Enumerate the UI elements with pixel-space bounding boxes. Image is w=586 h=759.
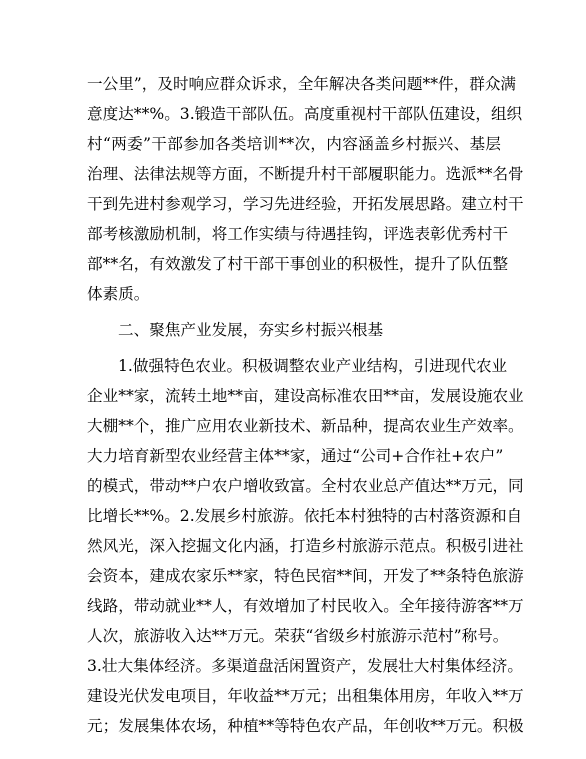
text-line: 的模式，带动**户农户增收致富。全村农业总产值达**万元，同	[87, 477, 524, 495]
text-line: 意度达**%。3.锻造干部队伍。高度重视村干部队伍建设，组织	[87, 105, 523, 123]
document-page	[87, 69, 524, 741]
text-line: 建设光伏发电项目，年收益**万元；出租集体用房，年收入**万	[87, 687, 524, 705]
text-line: 会资本，建成农家乐**家，特色民宿**间，开发了**条特色旅游	[87, 567, 524, 585]
section-heading: 二、聚焦产业发展，夯实乡村振兴根基	[118, 321, 384, 339]
text-line: 部**名，有效激发了村干部干事创业的积极性，提升了队伍整	[87, 255, 509, 273]
text-line: 体素质。	[87, 285, 150, 303]
text-line: 1.做强特色农业。积极调整农业产业结构，引进现代农业	[118, 357, 508, 375]
text-line: 企业**家，流转土地**亩，建设高标准农田**亩，发展设施农业	[87, 387, 524, 405]
text-line: 元；发展集体农场，种植**等特色农产品，年创收**万元。积极	[87, 717, 524, 735]
text-line: 大力培育新型农业经营主体**家，通过“公司+合作社+农户”	[87, 447, 504, 465]
text-line: 线路，带动就业**人，有效增加了村民收入。全年接待游客**万	[87, 597, 524, 615]
paragraph-2	[87, 351, 524, 741]
text-line: 治理、法律法规等方面，不断提升村干部履职能力。选派**名骨	[87, 165, 524, 183]
text-line: 比增长**%。2.发展乡村旅游。依托本村独特的古村落资源和自	[87, 507, 523, 525]
paragraph-1	[87, 69, 524, 309]
text-line: 然风光，深入挖掘文化内涵，打造乡村旅游示范点。积极引进社	[87, 537, 524, 555]
text-line: 一公里”，及时响应群众诉求，全年解决各类问题**件，群众满	[87, 75, 517, 93]
text-line: 村“两委”干部参加各类培训**次，内容涵盖乡村振兴、基层	[87, 135, 501, 153]
text-line: 人次，旅游收入达**万元。荣获“省级乡村旅游示范村”称号。	[87, 627, 509, 645]
text-line: 干到先进村参观学习，学习先进经验，开拓发展思路。建立村干	[87, 195, 524, 213]
text-line: 3.壮大集体经济。多渠道盘活闲置资产，发展壮大村集体经济。	[87, 657, 523, 675]
text-line: 大棚**个，推广应用农业新技术、新品种，提高农业生产效率。	[87, 417, 524, 435]
text-line: 部考核激励机制，将工作实绩与待遇挂钩，评选表彰优秀村干	[87, 225, 509, 243]
